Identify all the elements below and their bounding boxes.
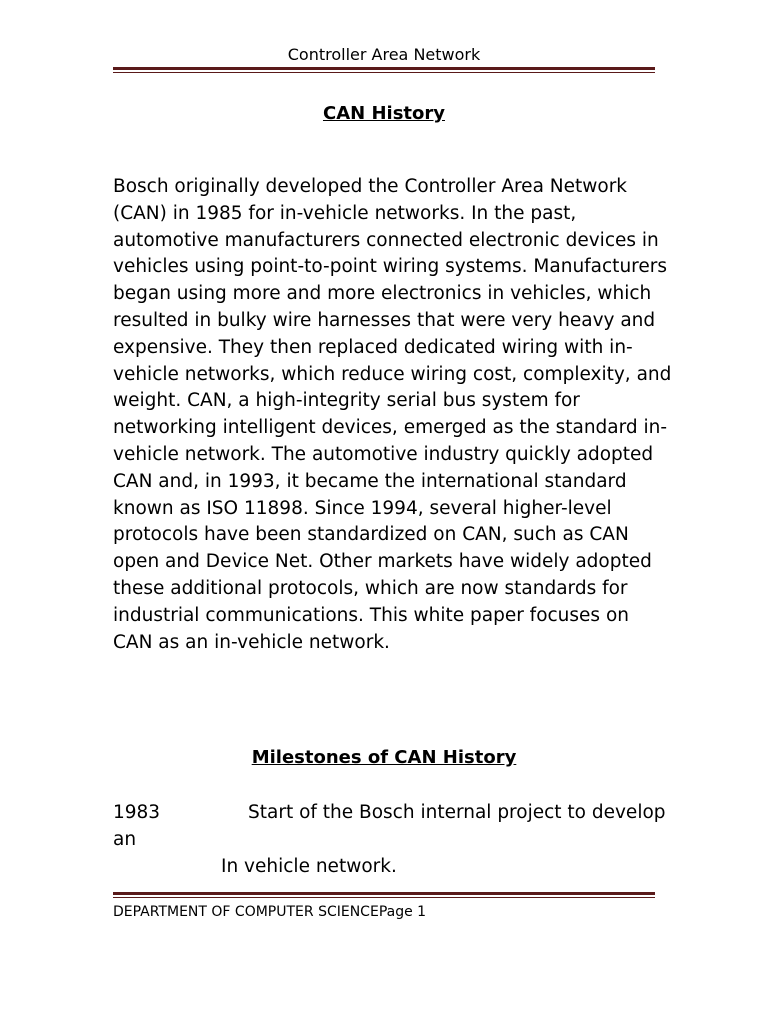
section-heading-milestones: Milestones of CAN History <box>251 747 517 768</box>
header-rule <box>113 67 655 73</box>
milestone-year: 1983 <box>113 802 161 823</box>
page-footer <box>113 903 426 921</box>
footer-rule <box>113 892 655 898</box>
footer-department: DEPARTMENT OF COMPUTER SCIENCE <box>113 904 379 920</box>
milestone-text: Start of the Bosch internal project to develop an <box>113 802 666 850</box>
footer-page-number: Page 1 <box>378 904 427 920</box>
page-header-title: Controller Area Network <box>287 45 481 64</box>
can-history-paragraph: Bosch originally developed the Controller Area Network (CAN) in 1985 for in-vehicle networks. In the past, automotive manufacturers connected electronic devices in vehicles using point-to-point wiring systems. Manufacturers began using more and more electronics in vehicles, which resulted in bulky wire harnesses that were very heavy and expensive. They then replaced dedicated wiring with in-vehicle networks, which reduce wiring cost, complexity, and weight. CAN, a high-integrity serial bus system for networking intelligent devices, emerged as the standard in-vehicle network. The automotive industry quickly adopted CAN and, in 1993, it became the international standard known as ISO 11898. Since 1994, several higher-level protocols have been standardized on CAN, such as CAN open and Device Net. Other markets have widely adopted these additional protocols, which are now standards for industrial communications. This white paper focuses on CAN as an in-vehicle network. <box>113 176 672 653</box>
milestone-continuation: In vehicle network. <box>221 855 397 877</box>
milestone-item <box>113 800 673 880</box>
section-heading-can-history: CAN History <box>322 103 445 124</box>
